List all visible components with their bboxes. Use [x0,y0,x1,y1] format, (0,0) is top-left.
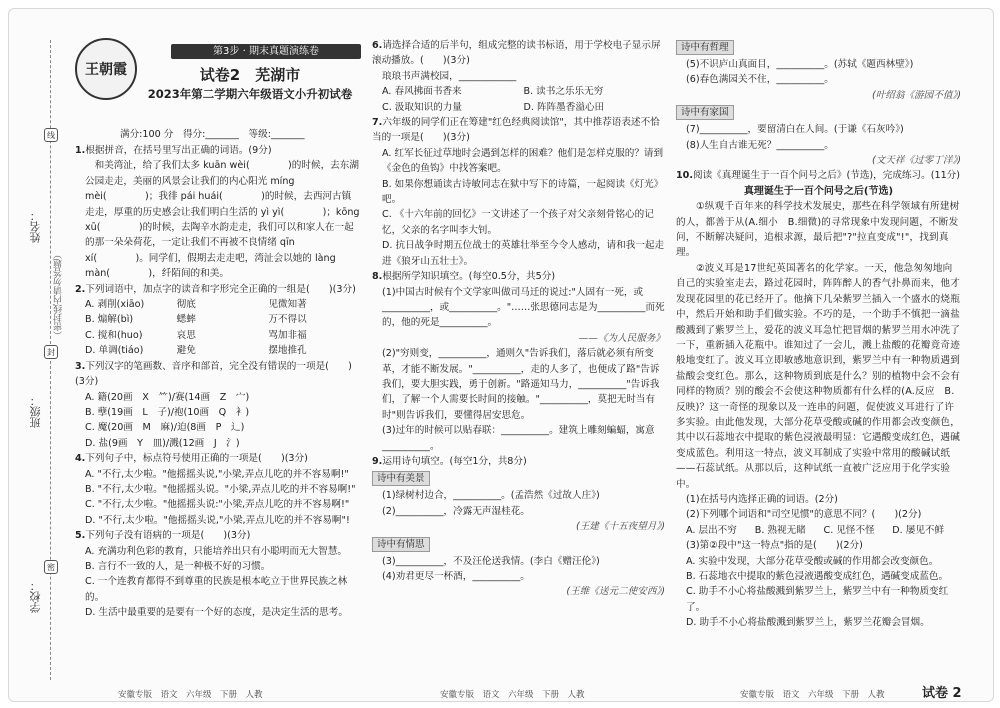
question-number: 4. [75,453,86,465]
column-1 [75,143,360,621]
footer-left: 安徽专版 语文 六年级 下册 人教 [118,690,263,700]
source-citation: (叶绍翁《游园不值》) [871,89,961,101]
question-text: 六年级的同学们正在筹建"红色经典阅读馆"，其中推荐语表述不恰当的一项是( )(3分) [372,117,660,144]
question-number: 8. [372,271,383,283]
question-text: 阅读《真理诞生于一百个问号之后》(节选)，完成练习。(11分) [693,170,961,182]
question-line: A. 红军长征过草地时会遇到怎样的困难？他们是怎样克服的？请到《金色的鱼钩》中找答案吧。 [382,147,664,175]
question [75,282,360,297]
question-line: C. 《十六年前的回忆》一文讲述了一个孩子对父亲刻骨铭心的记忆，父亲的名字叫李大钊。 [382,209,654,236]
option-text: A. 剥削(xiāo) [85,299,145,311]
question-line: (7)__________，要留清白在人间。(于谦《石灰吟》) [686,124,904,136]
question-line: B. 言行不一致的人，是一种极不好的习惯。 [85,560,271,572]
question [372,115,665,146]
question-number: 2. [75,283,86,295]
exam-subtitle: 2023年第二学期六年级语文小升初试卷 [147,87,353,101]
question-line: (3)过年的时候可以贴春联：__________。建筑上雕刻蝙蝠，寓意__________。 [382,425,655,452]
exam-title: 试卷2 芜湖市 [199,66,301,84]
school-label: 学校： [29,580,42,613]
class-label: 班级： [29,395,42,428]
option-text: 万不得以 [268,314,307,326]
exam-header [75,38,360,120]
article-paragraph: ①纵观千百年来的科学技术发展史，那些在科学领域有所建树的人，都善于从(A.细小 B.细微)的寻常现象中发现问题，不断发问，不断解决疑问，追根求源，最后把"?"拉直变成"!"，找到真理。 [676,201,960,259]
question-text: 下列句子没有语病的一项是( )(3分) [85,530,251,542]
option-text: 骂加非福 [268,329,307,341]
option-text: A. 春风拂面书香来 [382,86,462,98]
question-line: B. 如果你想诵读古诗敏同志在狱中写下的诗篇，一起阅读《灯光》吧。 [382,178,664,206]
question-line: (8)人生自古谁无死？__________。 [686,139,834,151]
option-text: 哀思 [176,329,196,341]
section-tag-row [676,38,961,57]
question [75,451,360,466]
option-row [372,84,665,99]
question-line: A. 籍(20画 X ⺮)/赛(14画 Z 宀) [85,391,250,403]
question [75,143,360,158]
question-number: 5. [75,530,86,542]
section-tag-row [372,535,665,554]
option-text: A. 层出不穷 [686,524,737,536]
question-number: 3. [75,360,86,372]
question-line: (2)"穷则变，__________，通则久"告诉我们，落后就必须有所变革，才能不断发展。"__________，走的人多了，也便成了路"告诉我们，要大胆实践，勇于创新。"路遥知马力，__________"告诉我们，了解一个人需要长时间的接触。"__________，莫把无时当有时"则告诉我们，要懂得居安思危。 [382,348,660,421]
question-line: A. 实验中发现，大部分花草受酸或碱的作用都会改变颜色。 [686,555,939,567]
question-number: 6. [372,40,383,51]
question [75,359,360,390]
question [676,168,961,183]
question-line: (3)__________，不及汪伦送我情。(李白《赠汪伦》) [382,555,600,567]
question-line: A. 充满功利色彩的教育，只能培养出只有小聪明而无大智慧。 [85,545,347,557]
option-text: C. 汲取知识的力量 [382,101,462,113]
question-line: (1)在括号内选择正确的词语。(2分) [686,493,838,505]
question-line: (3)第②段中"这一特点"指的是( )(2分) [686,540,863,552]
question [372,454,665,469]
footer-mid: 安徽专版 语文 六年级 下册 人教 [440,690,585,700]
question-line: 琅琅书声满校园，____________ [382,70,517,82]
brand-logo: 王朝霞 [75,38,137,100]
question-line: A. "不行,太少啦。"他摇摇头说,"小梁,弄点儿吃的并不容易啊!" [85,468,349,480]
column-2 [372,38,665,600]
question-line: D. 抗日战争时期五位战士的英雄壮举至今令人感动，请和我一起走进《狼牙山五壮士》。 [382,240,665,267]
option-text: D. 阵阵墨香溢心田 [523,101,605,113]
option-row [75,312,360,327]
option-text: B. 读书之乐乐无穷 [523,86,604,98]
column-3 [676,38,961,631]
question-line: (2)下列哪个词语和"司空见惯"的意思不同？( )(2分) [686,509,922,521]
option-row [75,343,360,358]
option-text: 蟋蟀 [176,314,196,326]
question-line: (5)不识庐山真面目，__________。(苏轼《题西林壁》) [686,59,914,70]
source-citation: ——《为人民服务》 [578,332,665,344]
article-title: 真理诞生于一百个问号之后(节选) [743,185,894,197]
question-line: (4)劝君更尽一杯酒，__________。 [382,571,530,582]
question-line: B. 石蕊地衣中提取的紫色浸液遇酸变成红色，遇碱变成蓝色。 [686,571,949,582]
question-line: 和美湾沚，给了我们太多 kuān wèi( )的时候，去东湖公园走走，美丽的风景会让我们的内心阳光 míng mèi( )；我徘 pái huái( )的时候，去西河古镇走走，厚重的历史感会让我们明白生活的 yì yì( )；kōng xū( )的时候，去陶辛水韵走走，我们可以和家人在一起的那一朵朵荷花，一定让我们不再被不良情绪 qīn xí( )。同学们，假期去走走吧，湾沚会以她的 làng màn( )，纤陌间的和美。 [85,160,360,280]
page-number: 试卷 2 [922,686,962,701]
question-line: C. 魔(20画 M 麻)/迫(8画 P 辶) [85,422,245,434]
question-line: C. 一个连教育都得不到尊重的民族是根本屹立于世界民族之林的。 [85,576,348,603]
section-tag: 诗中有美景 [372,471,430,486]
question-number: 7. [372,117,383,129]
section-tag: 诗中有情思 [372,537,430,552]
question [75,528,360,543]
section-tag: 诗中有哲理 [676,40,734,55]
question-line: (6)春色满园关不住，__________。 [686,74,834,86]
name-label: 姓名： [29,210,42,243]
question-text: 请选择合适的后半句，组成完整的读书标语，用于学校电子显示屏滚动播放。( )(3分) [372,40,661,67]
option-text: B. 煽解(bì) [85,314,134,326]
question-number: 1. [75,145,86,156]
article-paragraph: ②波义耳是17世纪英国著名的化学家。一天，他急匆匆地向自己的实验室走去，路过花园时，阵阵醉人的香气扑鼻而来，他才发现花园里的花已经开了。他摘下几朵紫罗兰插入一个盛水的烧瓶中，然后开始和助手们做实验。不巧的是，一个助手不慎把一滴盐酸溅到了紫罗兰上，爱花的波义耳急忙把冒烟的紫罗兰用水冲洗了一下，重新插入花瓶中。谁知过了一会儿，溅上盐酸的花瓣竟奇迹般地变红了。波义耳立即敏感地意识到，紫罗兰中有一种物质遇到盐酸会变红色。那么，这种物质到底是什么？别的植物中会不会有同样的物质？别的酸会不会使这种物质都有什么样的(A.反应 B.反映)？这一奇怪的现象以及一连串的问题，促使波义耳进行了许多实验。由此他发现，大部分花草受酸或碱的作用都会改变颜色，其中以石蕊地衣中提取的紫色浸液最明显：它遇酸变成红色，遇碱变成蓝色。利用这一特点，波义耳制成了实验中常用的酸碱试纸——石蕊试纸。从那以后，这种试纸一直被广泛应用于化学实验中。 [676,262,961,490]
option-row [372,100,665,115]
binding-mark-secret: 密 [44,560,58,574]
question-line: D. "不行,太少啦。"他摇摇头说,"小梁,弄点儿吃的并不容易啊"! [85,514,350,526]
option-text: D. 单调(tiáo) [85,345,144,357]
question-line: (1)绿树村边合，__________。(孟浩然《过故人庄》) [382,490,600,502]
question-line: C. 助手不小心将盐酸溅到紫罗兰上，紫罗兰中有一种物质变红了。 [686,586,949,613]
question-line: D. 助手不小心将盐酸溅到紫罗兰上，紫罗兰花瓣会冒烟。 [686,617,930,629]
question-text: 根据拼音，在括号里写出正确的词语。(9分) [85,145,272,156]
question-text: 根据所学知识填空。(每空0.5分，共5分) [382,271,556,283]
option-text: 摆地推孔 [268,345,307,357]
footer-right: 安徽专版 语文 六年级 下册 人教 [740,690,885,700]
question-line: (1)中国古时候有个文学家叫做司马迁的说过:"人固有一死，或__________，或__________。"……张思德同志是为__________而死的，他的死是__________。 [382,286,665,329]
section-tag-row [372,469,665,488]
source-citation: (文天祥《过零丁洋》) [871,155,961,167]
question-line: D. 生活中最重要的是要有一个好的态度，是决定生活的思考。 [85,607,348,619]
question-line: (2)__________，冷露无声湿桂花。 [382,505,530,517]
source-citation: (王维《送元二使安西》) [566,586,665,598]
binding-note: （密封线内请勿答题） [54,250,64,340]
score-line: 满分:100 分 得分:_______ 等级:_______ [120,129,305,140]
binding-mark-seal: 封 [44,345,58,359]
question-text: 运用诗句填空。(每空1分，共8分) [382,455,527,467]
section-tag: 诗中有家国 [676,105,734,120]
step-banner: 第3步 · 期末真题演练卷 [171,44,361,59]
question-text: 下列汉字的笔画数、音序和部首，完全没有错误的一项是( )(3分) [75,360,352,388]
question-line: C. "不行,太少啦。"他摇摇头说:"小梁,弄点儿吃的并不容易啊!" [85,499,350,511]
question-text: 下列词语中，加点字的读音和字形完全正确的一组是( )(3分) [85,283,356,295]
option-text: 见微知著 [268,299,307,311]
option-row [75,297,360,312]
question-text: 下列句子中，标点符号使用正确的一项是( )(3分) [85,453,308,465]
option-text: C. 见怪不怪 [823,524,875,536]
option-text: C. 搅和(huo) [85,329,143,341]
question-number: 9. [372,455,383,467]
question-line: B. "不行,太少啦。"他摇摇头说。"小梁,弄点儿吃的并不容易啊!" [85,483,356,495]
option-row [676,523,961,538]
source-citation: (王建《十五夜望月》) [575,521,665,533]
binding-mark-line: 线 [44,128,58,142]
option-text: 彻底 [176,299,196,311]
question-line: D. 盐(9画 Y 皿)/溅(12画 J 氵) [85,437,240,449]
question-number: 10. [676,170,693,182]
option-text: D. 屡见不鲜 [892,524,945,536]
question [372,269,665,284]
option-row [75,328,360,343]
option-text: B. 熟视无睹 [754,524,806,536]
option-text: 避免 [176,345,196,357]
question-line: B. 孽(19画 L 子)/袍(10画 Q 衤) [85,406,250,418]
section-tag-row [676,103,961,122]
question [372,38,665,69]
